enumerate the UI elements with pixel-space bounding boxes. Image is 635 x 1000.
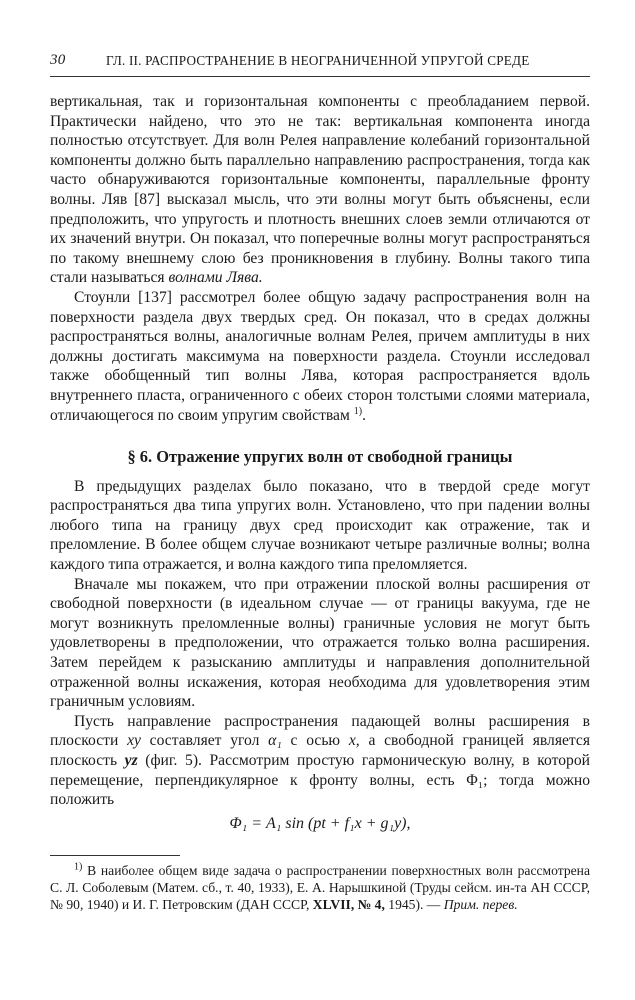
footnote-rule — [50, 855, 180, 856]
footnote-ref[interactable]: 1) — [353, 405, 363, 417]
body-text — [50, 92, 590, 913]
page-number: 30 — [50, 52, 66, 68]
header-rule — [50, 76, 590, 77]
page-header — [50, 52, 590, 74]
paragraph-1: вертикальная, так и горизонтальная компоненты с преобладанием первой. Практически найдено, что это не так: вертикальная компонента иногда полностью отсутствует. Для волн Релея направление колебаний горизонтальной компоненты должно быть параллельно направлению распространения, тогда как часто обнаруживаются горизонтальные компоненты, параллельные фронту волны. Ляв [87] высказал мысль, что эти волны могут быть объяснены, если предположить, что упругость и плотность внешних слоев земли отличаются от их значений внутри. Он показал, что поперечные волны могут распространяться по такому внешнему слою без проникновения в глубину. Волны такого типа стали называться волнами Лява. — [50, 93, 590, 287]
formula: Φ₁ = A₁ sin (pt + f₁x + g₁y), — [229, 814, 411, 832]
footnote-marker: 1) — [74, 861, 83, 873]
paragraph-5: Пусть направление распространения падающей волны расширения в плоскости xy составляет угол α₁ с осью x, а свободной границей является плоскость yz (фиг. 5). Рассмотрим простую гармоническую волну, в которой перемещение, перпендикулярное к фронту волны, есть Φ₁; тогда можно положить — [50, 712, 591, 809]
footnote: $^{1)}$ В наиболее общем виде задача о распространении поверхностных волн рассмотрена С. Л. Соболевым (Матем. сб., т. 40, 1933), Е. А. Нарышкиной (Труды сейсм. ин-та АН СССР, № 90, 1940) и И. Г. Петровским (ДАН СССР, XLVII, № 4, 1945). — Прим. перев. — [50, 861, 590, 913]
paragraph-2: Стоунли [137] рассмотрел более общую задачу распространения волн на поверхности раздела двух твердых сред. Он показал, что в средах должны распространяться волны, аналогичные волнам Релея, причем амплитуды в них должны достигать максимума на поверхности раздела. Стоунли исследовал также обобщенный тип волны Лява, которая распространяется вдоль внутреннего пласта, ограниченного с обеих сторон толстыми слоями материала, отличающегося по своим упругим свойствам $^{1)}$. — [50, 288, 590, 424]
section-title: § 6. Отражение упругих волн от свободной границы — [127, 447, 513, 467]
paragraph-3: В предыдущих разделах было показано, что в твердой среде могут распространяться два типа упругих волн. Установлено, что при падении волны любого типа на границу двух сред происходит как отражение, так и преломление. В более общем случае возникают четыре различные волны; волна каждого типа отражается, и волна каждого типа преломляется. — [50, 477, 590, 574]
paragraph-4: Вначале мы покажем, что при отражении плоской волны расширения от свободной поверхности (в идеальном случае — от границы вакуума, где не могут возникнуть преломленные волны) граничные условия не могут быть удовлетворены в предположении, что отражается только волна расширения. Затем перейдем к разысканию амплитуды и направления дополнительной отраженной волны искажения, которая необходима для удовлетворения этим граничным условиям. — [50, 575, 590, 711]
running-head: ГЛ. II. РАСПРОСТРАНЕНИЕ В НЕОГРАНИЧЕННОЙ УПРУГОЙ СРЕДЕ — [106, 53, 530, 68]
page — [50, 0, 590, 1000]
